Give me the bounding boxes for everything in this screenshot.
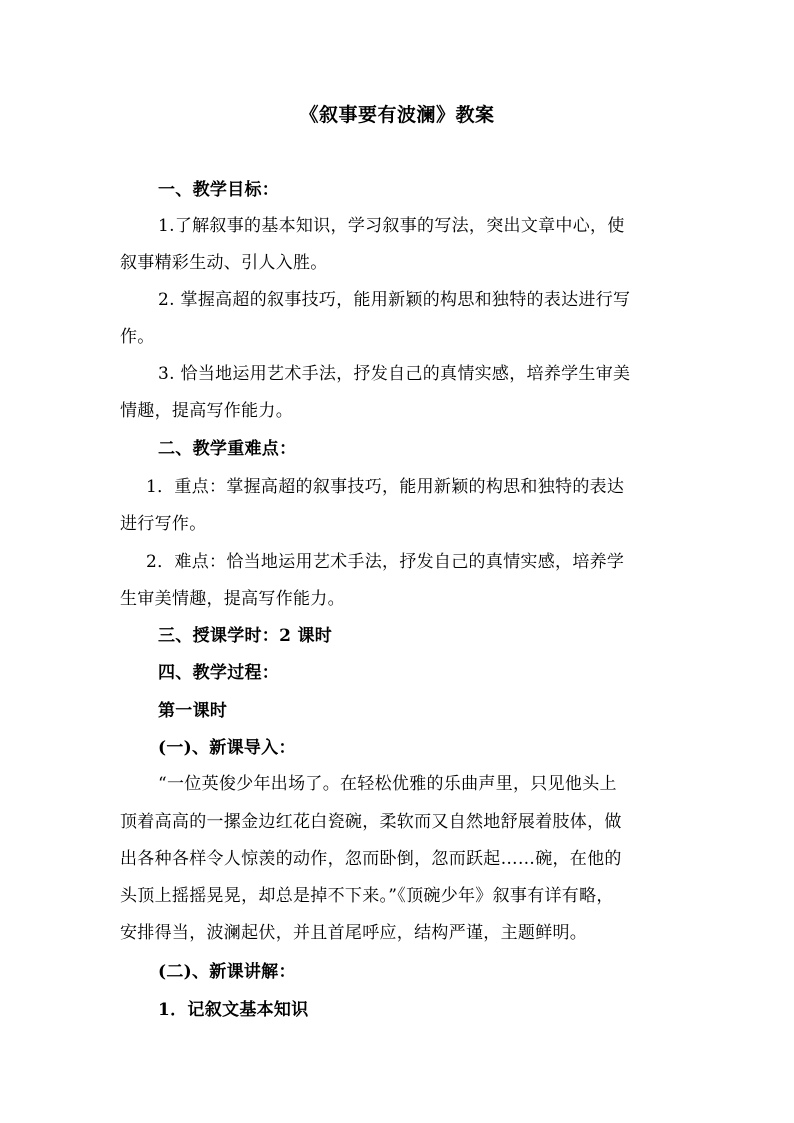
paragraph-line: 叙事精彩生动、引人入胜。: [120, 253, 328, 273]
heading-narrative-basics: 1．记叙文基本知识: [158, 1000, 309, 1020]
heading-teaching-process: 四、教学过程：: [158, 663, 280, 683]
paragraph-line: 进行写作。: [120, 514, 207, 534]
heading-new-lesson-intro: (一)、新课导入：: [158, 738, 296, 758]
paragraph-line: 生审美情趣，提高写作能力。: [120, 589, 345, 609]
paragraph-line: 2．难点：恰当地运用艺术手法，抒发自己的真情实感，培养学: [146, 552, 625, 572]
paragraph-line: 出各种各样令人惊羡的动作，忽而卧倒，忽而跃起……碗，在他的: [120, 849, 622, 869]
heading-new-lesson-lecture: (二)、新课讲解：: [158, 962, 296, 982]
paragraph-line: “一位英俊少年出场了。在轻松优雅的乐曲声里，只见他头上: [158, 774, 617, 794]
paragraph-line: 情趣，提高写作能力。: [120, 401, 293, 421]
paragraph-line: 1.了解叙事的基本知识，学习叙事的写法，突出文章中心，使: [158, 216, 625, 236]
heading-class-hours: 三、授课学时：2 课时: [158, 626, 333, 646]
heading-first-lesson: 第一课时: [158, 701, 228, 721]
paragraph-line: 头顶上摇摇晃晃，却总是掉不下来。”《顶碗少年》叙事有详有略，: [120, 886, 614, 906]
paragraph-line: 安排得当，波澜起伏，并且首尾呼应，结构严谨，主题鲜明。: [120, 923, 588, 943]
paragraph-line: 作。: [120, 327, 155, 347]
heading-teaching-goals: 一、教学目标：: [158, 180, 280, 200]
paragraph-line: 2. 掌握高超的叙事技巧，能用新颖的构思和独特的表达进行写: [158, 290, 631, 310]
document-title: 《叙事要有波澜》教案: [299, 104, 495, 126]
paragraph-line: 顶着高高的一摞金边红花白瓷碗，柔软而又自然地舒展着肢体，做: [120, 812, 622, 832]
paragraph-line: 1．重点：掌握高超的叙事技巧，能用新颖的构思和独特的表达: [146, 477, 625, 497]
paragraph-line: 3. 恰当地运用艺术手法，抒发自己的真情实感，培养学生审美: [158, 364, 631, 384]
heading-key-points: 二、教学重难点：: [158, 439, 297, 459]
